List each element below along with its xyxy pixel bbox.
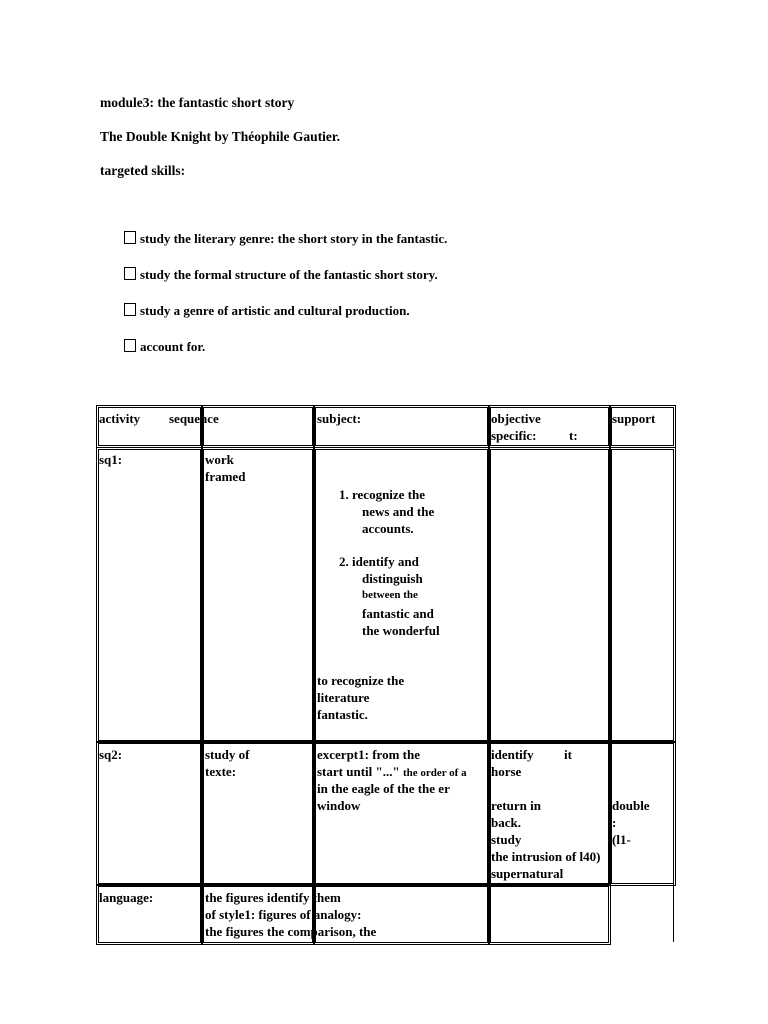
header-activity: activity	[99, 411, 141, 426]
header-sequence: sequence	[169, 411, 219, 426]
skill-item	[124, 339, 205, 355]
checkbox-icon	[124, 339, 136, 352]
list-item-1-line1: 1. recognize the	[339, 487, 426, 502]
header-subject: subject:	[317, 411, 362, 426]
list-item-1-line2: news and the	[362, 504, 435, 519]
list-item-2-line1: 2. identify and	[339, 554, 419, 569]
row3-line2: of style1: figures of analogy:	[205, 907, 362, 922]
row2-sequence-line2: texte:	[205, 764, 237, 779]
row1-cell-support	[609, 447, 676, 743]
row2-subject-line1: excerpt1: from the	[317, 747, 420, 762]
skill-label: study the formal structure of the fantastic short story.	[140, 267, 438, 282]
row2-objective-line3: return in	[491, 798, 541, 813]
list-item-1-line3: accounts.	[362, 521, 414, 536]
skill-item	[124, 303, 410, 319]
skills-heading: targeted skills:	[100, 163, 186, 178]
row2-objective-line1b: it	[564, 747, 572, 762]
list-item-2-line5: the wonderful	[362, 623, 440, 638]
header-support: support	[612, 411, 656, 426]
row2-objective-line7: supernatural	[491, 866, 564, 881]
row2-objective-line4: back.	[491, 815, 521, 830]
header-objective-specific: specific:	[491, 428, 537, 443]
row3-activity: language:	[99, 890, 154, 905]
row1-cell-activity	[96, 447, 203, 743]
checkbox-icon	[124, 231, 136, 244]
skill-item	[124, 231, 447, 247]
row2-subject-line3: in the eagle of the the er	[317, 781, 450, 796]
row1-sequence-line2: framed	[205, 469, 246, 484]
row2-objective-line1a: identify	[491, 747, 534, 762]
skill-label: study a genre of artistic and cultural production.	[140, 303, 410, 318]
list-item-2-line3: between the	[362, 589, 418, 601]
row2-support-line1: double	[612, 798, 650, 813]
document-title: The Double Knight by Théophile Gautier.	[100, 129, 341, 144]
checkbox-icon	[124, 267, 136, 280]
row2-subject-line2-small: the order of a	[402, 767, 467, 779]
skill-item	[124, 267, 438, 283]
row1-sequence-line1: work	[205, 452, 234, 467]
row2-objective-line2: horse	[491, 764, 522, 779]
skill-label: account for.	[140, 339, 206, 354]
row3-line3: the figures the comparison, the	[205, 924, 377, 939]
header-objective-t: t:	[569, 428, 578, 443]
header-objective: objective	[491, 411, 541, 426]
module-title: module3: the fantastic short story	[100, 95, 295, 110]
row2-support-line3: (l1-	[612, 832, 631, 847]
row1-cell-sequence	[201, 447, 315, 743]
row1-recognize-line3: fantastic.	[317, 707, 368, 722]
row1-activity: sq1:	[99, 452, 123, 467]
list-item-2-line2: distinguish	[362, 571, 423, 586]
row2-objective-line5: study	[491, 832, 522, 847]
row3-cell-objective	[488, 884, 611, 945]
row2-sequence-line1: study of	[205, 747, 250, 762]
row2-subject-line2-main: start until "..."	[317, 764, 400, 779]
checkbox-icon	[124, 303, 136, 316]
row1-cell-objective	[488, 447, 611, 743]
list-item-2-line4: fantastic and	[362, 606, 434, 621]
row1-recognize-line1: to recognize the	[317, 673, 405, 688]
row2-support-line2: :	[612, 815, 617, 830]
row3-support-edge	[673, 884, 674, 942]
row2-objective-line6: the intrusion of l40)	[491, 849, 601, 864]
row2-activity: sq2:	[99, 747, 123, 762]
row2-subject-line4: window	[317, 798, 361, 813]
row1-recognize-line2: literature	[317, 690, 370, 705]
row3-line1: the figures identify them	[205, 890, 341, 905]
skill-label: study the literary genre: the short story in the fantastic.	[140, 231, 448, 246]
